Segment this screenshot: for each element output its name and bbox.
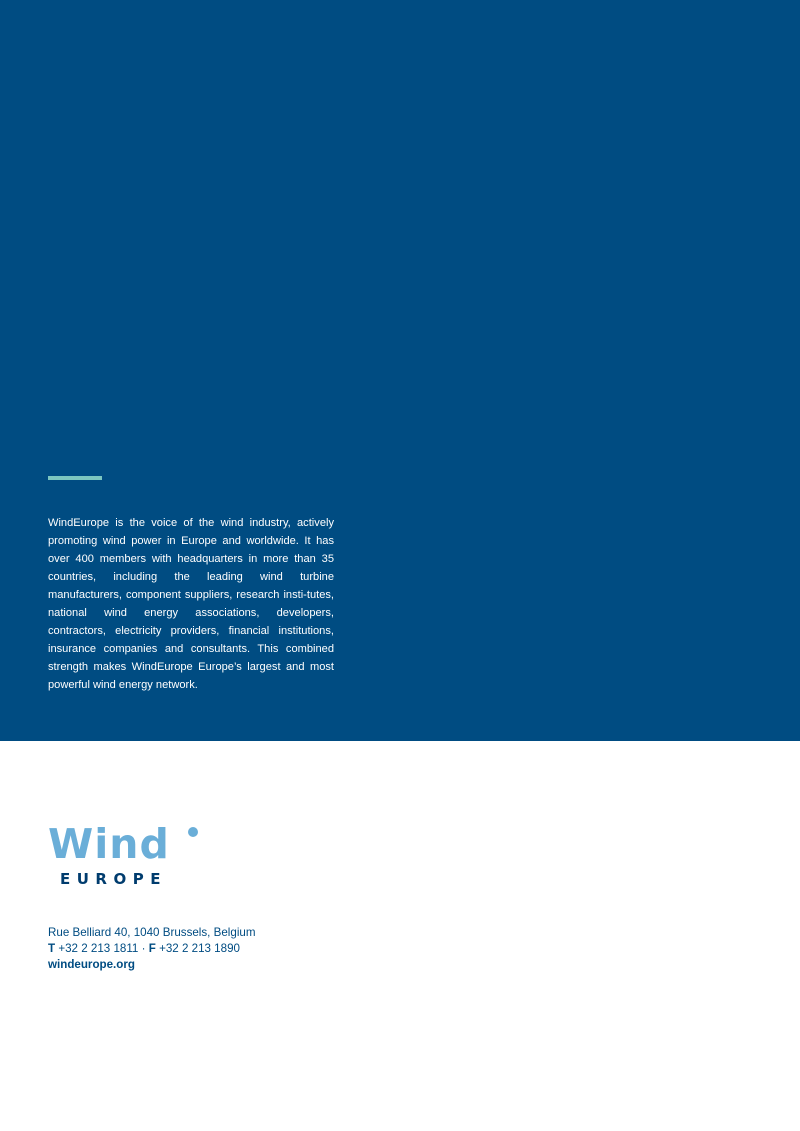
phone-number: +32 2 213 1811 xyxy=(58,942,139,955)
address-line: Rue Belliard 40, 1040 Brussels, Belgium xyxy=(48,926,256,939)
logo-subline: EUROPE xyxy=(60,870,167,888)
phone-fax-line xyxy=(48,941,256,957)
windeurope-logo xyxy=(48,822,208,892)
logo-wordmark: Wind xyxy=(48,820,170,868)
website-link[interactable]: windeurope.org xyxy=(48,958,135,971)
logo-dot-icon xyxy=(188,827,198,837)
fax-number: +32 2 213 1890 xyxy=(159,942,240,955)
accent-rule xyxy=(48,476,102,480)
contact-block xyxy=(48,925,256,973)
fax-prefix: F xyxy=(148,942,156,955)
phone-prefix: T xyxy=(48,942,56,955)
about-paragraph: WindEurope is the voice of the wind industry, actively promoting wind power in Europe and worldwide. It has over 400 members with headquarters in more than 35 countries, including the leading wind turbine manufacturers, component suppliers, research insti-tutes, national wind energy associations, developers, contractors, electricity providers, financial institutions, insurance companies and consultants. This combined strength makes WindEurope Europe’s largest and most powerful wind energy network. xyxy=(48,517,334,691)
separator: · xyxy=(141,942,146,955)
